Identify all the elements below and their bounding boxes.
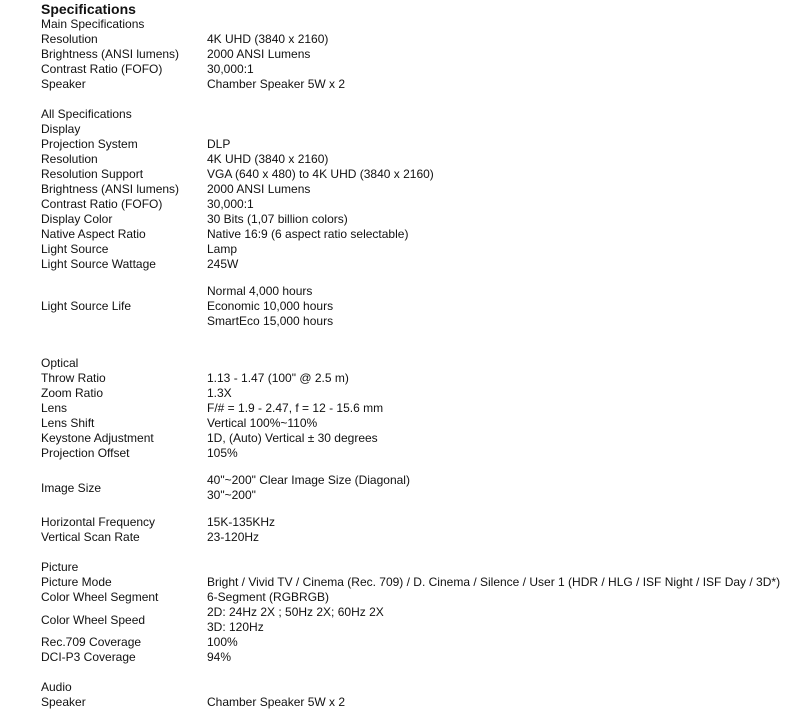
all-specifications-heading: All Specifications [41, 107, 132, 121]
spec-value: 6-Segment (RGBRGB) [207, 590, 330, 604]
spec-value: 100% [207, 635, 238, 649]
spec-value-line: SmartEco 15,000 hours [207, 314, 334, 328]
spec-label: Horizontal Frequency [41, 515, 156, 529]
spec-label: Projection System [41, 137, 138, 151]
spec-label: Zoom Ratio [41, 386, 104, 400]
spec-label: Keystone Adjustment [41, 431, 154, 445]
spec-value: 15K-135KHz [207, 515, 276, 529]
spec-value: 1.3X [207, 386, 232, 400]
spec-label: Contrast Ratio (FOFO) [41, 197, 163, 211]
spec-value-multiline [207, 605, 384, 635]
spec-label: Native Aspect Ratio [41, 227, 146, 241]
spec-value: 1D, (Auto) Vertical ± 30 degrees [207, 431, 378, 445]
spec-label: Color Wheel Speed [41, 613, 146, 627]
optical-heading: Optical [41, 356, 79, 370]
spec-value: 245W [207, 257, 239, 271]
spec-value: Lamp [207, 242, 238, 256]
spec-value: Vertical 100%~110% [207, 416, 318, 430]
spec-label: Image Size [41, 481, 102, 495]
spec-value: Chamber Speaker 5W x 2 [207, 77, 346, 91]
spec-value: Chamber Speaker 5W x 2 [207, 695, 346, 709]
spec-value: 4K UHD (3840 x 2160) [207, 32, 329, 46]
spec-label: Lens [41, 401, 68, 415]
spec-value-line: Normal 4,000 hours [207, 284, 313, 298]
spec-label: Resolution Support [41, 167, 144, 181]
spec-value-line: Economic 10,000 hours [207, 299, 334, 313]
spec-value: 105% [207, 446, 238, 460]
spec-value-line: 30"~200" [207, 488, 256, 502]
spec-label: Resolution [41, 152, 98, 166]
audio-heading: Audio [41, 680, 72, 694]
spec-label: Light Source Wattage [41, 257, 156, 271]
spec-label: Contrast Ratio (FOFO) [41, 62, 163, 76]
spec-value: DLP [207, 137, 231, 151]
main-specifications-heading: Main Specifications [41, 17, 145, 31]
spec-label: Brightness (ANSI lumens) [41, 47, 180, 61]
spec-label: Lens Shift [41, 416, 95, 430]
page-title: Specifications [41, 1, 136, 17]
spec-value: Native 16:9 (6 aspect ratio selectable) [207, 227, 409, 241]
spec-value: F/# = 1.9 - 2.47, f = 12 - 15.6 mm [207, 401, 384, 415]
spec-label: Speaker [41, 77, 86, 91]
spec-label: Rec.709 Coverage [41, 635, 142, 649]
spec-label: Color Wheel Segment [41, 590, 159, 604]
spec-value: 2000 ANSI Lumens [207, 182, 311, 196]
spec-value: 4K UHD (3840 x 2160) [207, 152, 329, 166]
picture-heading: Picture [41, 560, 79, 574]
spec-label: Vertical Scan Rate [41, 530, 140, 544]
spec-label: Brightness (ANSI lumens) [41, 182, 180, 196]
spec-value: 30,000:1 [207, 62, 254, 76]
spec-value: 2000 ANSI Lumens [207, 47, 311, 61]
spec-value-line: 3D: 120Hz [207, 620, 264, 634]
spec-label: DCI-P3 Coverage [41, 650, 136, 664]
spec-label: Display Color [41, 212, 113, 226]
spec-label: Light Source Life [41, 299, 132, 313]
spec-value-multiline [207, 473, 410, 503]
display-heading: Display [41, 122, 81, 136]
spec-value-multiline [207, 284, 333, 329]
spec-label: Throw Ratio [41, 371, 106, 385]
spec-value: 1.13 - 1.47 (100" @ 2.5 m) [207, 371, 349, 385]
spec-label: Light Source [41, 242, 109, 256]
spec-value-line: 40"~200" Clear Image Size (Diagonal) [207, 473, 410, 487]
spec-value: 30 Bits (1,07 billion colors) [207, 212, 348, 226]
spec-value-line: 2D: 24Hz 2X ; 50Hz 2X; 60Hz 2X [207, 605, 384, 619]
spec-value: 94% [207, 650, 232, 664]
spec-label: Projection Offset [41, 446, 130, 460]
spec-value: 23-120Hz [207, 530, 260, 544]
spec-value: 30,000:1 [207, 197, 254, 211]
spec-value: VGA (640 x 480) to 4K UHD (3840 x 2160) [207, 167, 434, 181]
spec-label: Picture Mode [41, 575, 112, 589]
spec-label: Resolution [41, 32, 98, 46]
spec-label: Speaker [41, 695, 86, 709]
spec-value: Bright / Vivid TV / Cinema (Rec. 709) / D. Cinema / Silence / User 1 (HDR / HLG / ISF Night / ISF Day / 3D*) [207, 575, 781, 589]
